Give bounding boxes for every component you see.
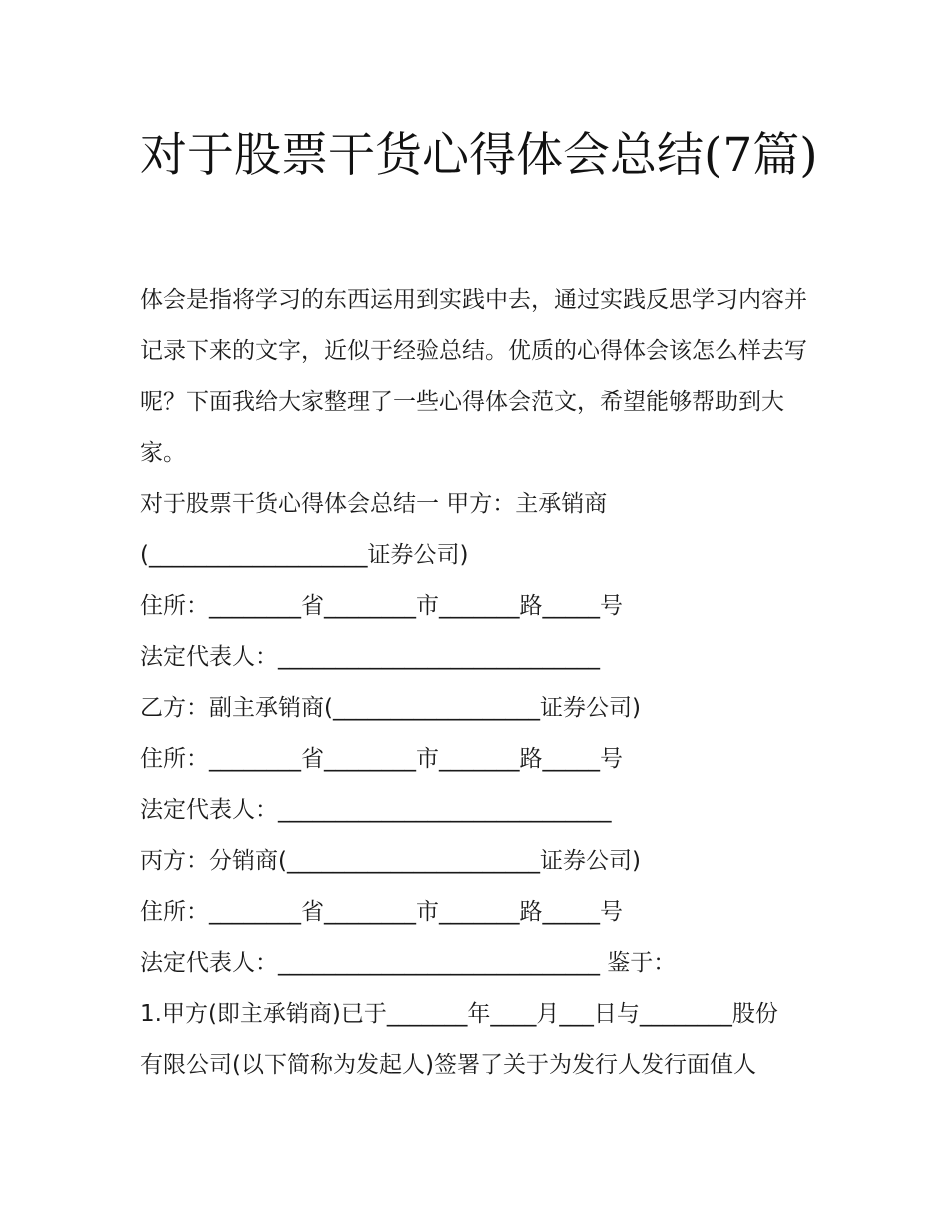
clause-1-line-2: 有限公司(以下简称为发起人)签署了关于为发行人发行面值人 [140, 1052, 756, 1078]
section-heading: 对于股票干货心得体会总结一 甲方：主承销商 [140, 491, 608, 517]
party-a-address: 住所：________省________市_______路_____号 [140, 593, 623, 619]
party-c-representative: 法定代表人：____________________________ 鉴于： [140, 950, 677, 976]
page-title: 对于股票干货心得体会总结(7篇) [140, 128, 818, 183]
party-b-company: 乙方：副主承销商(__________________证券公司) [140, 695, 641, 721]
party-c-company: 丙方：分销商(______________________证券公司) [140, 848, 641, 874]
party-c-address: 住所：________省________市_______路_____号 [140, 899, 623, 925]
party-a-representative: 法定代表人：____________________________ [140, 644, 600, 670]
document-body [140, 275, 820, 1091]
party-b-address: 住所：________省________市_______路_____号 [140, 746, 623, 772]
party-b-representative: 法定代表人：_____________________________ [140, 797, 612, 823]
party-a-company: (___________________证券公司) [140, 542, 469, 568]
intro-paragraph: 体会是指将学习的东西运用到实践中去，通过实践反思学习内容并记录下来的文字，近似于经验总结。优质的心得体会该怎么样去写呢？下面我给大家整理了一些心得体会范文，希望能够帮助到大家。 [140, 287, 807, 466]
clause-1-line-1: 1.甲方(即主承销商)已于_______年____月___日与________股份 [140, 1001, 778, 1027]
